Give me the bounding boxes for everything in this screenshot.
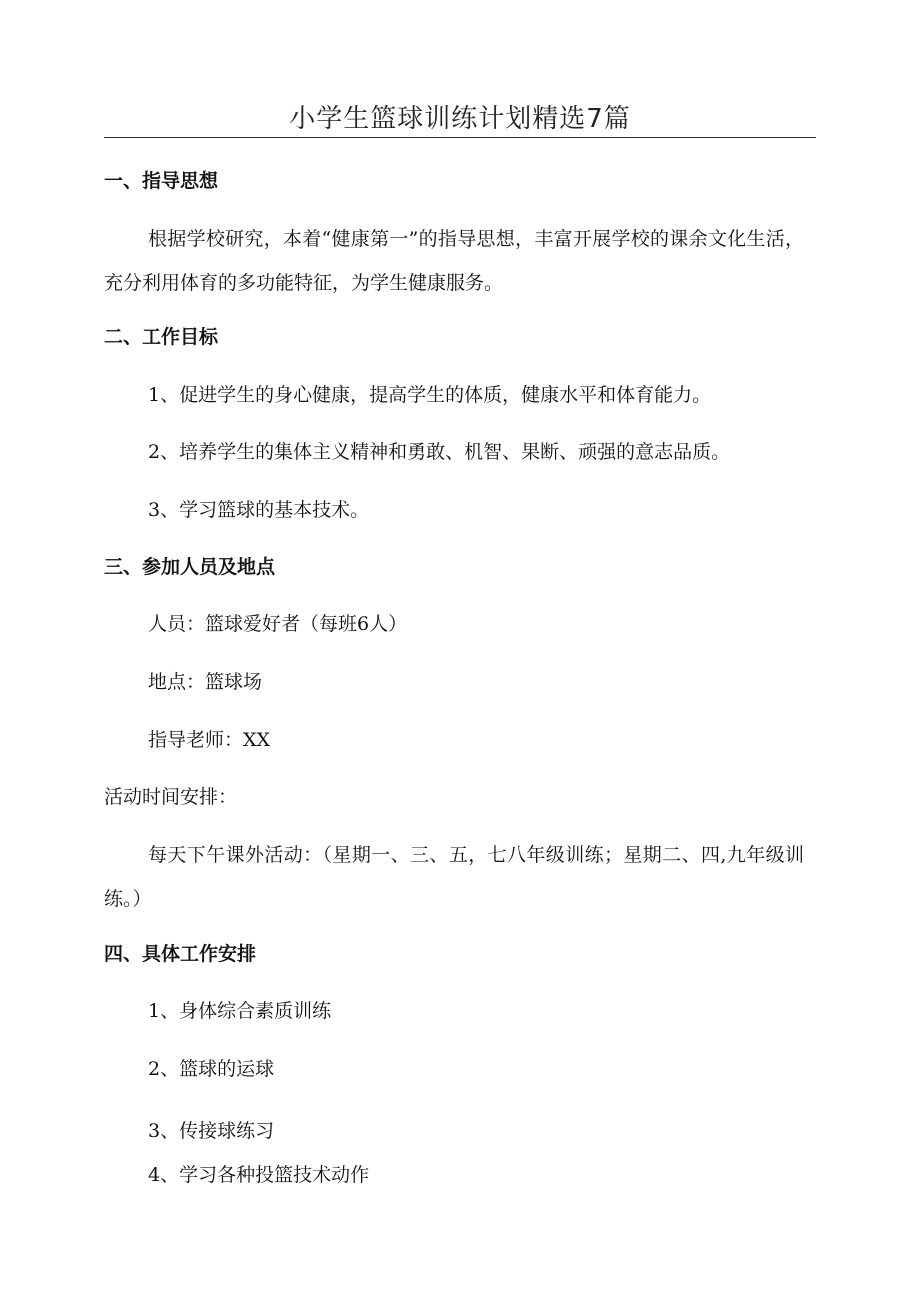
section-heading-work-goals: 二、工作目标 [104,326,219,348]
arrangement-item: 4、学习各种投篮技术动作 [148,1164,370,1186]
goal-item: 2、培养学生的集体主义精神和勇敢、机智、果断、顽强的意志品质。 [148,441,731,463]
document-title: 小学生篮球训练计划精选7篇 [289,104,631,134]
schedule-label: 活动时间安排： [104,786,238,808]
arrangement-item: 2、篮球的运球 [148,1058,275,1080]
goal-item: 3、学习篮球的基本技术。 [148,499,370,521]
guiding-idea-paragraph: 根据学校研究，本着“健康第一”的指导思想，丰富开展学校的课余文化生活，充分利用体育的多功能特征，为学生健康服务。 [104,228,804,294]
participants-item: 人员：篮球爱好者（每班6人） [148,613,408,635]
location-item: 地点：篮球场 [148,671,263,693]
title-underline [104,137,816,138]
section-heading-guiding-idea: 一、指导思想 [104,170,219,192]
arrangement-item: 3、传接球练习 [148,1120,275,1142]
instructor-item: 指导老师：XX [148,729,271,751]
section-heading-work-arrangement: 四、具体工作安排 [104,943,257,965]
arrangement-item: 1、身体综合素质训练 [148,1000,332,1022]
goal-item: 1、促进学生的身心健康，提高学生的体质，健康水平和体育能力。 [148,384,712,406]
schedule-paragraph: 每天下午课外活动：（星期一、三、五，七八年级训练；星期二、四,九年级训练。） [104,844,804,910]
section-heading-participants: 三、参加人员及地点 [104,556,276,578]
